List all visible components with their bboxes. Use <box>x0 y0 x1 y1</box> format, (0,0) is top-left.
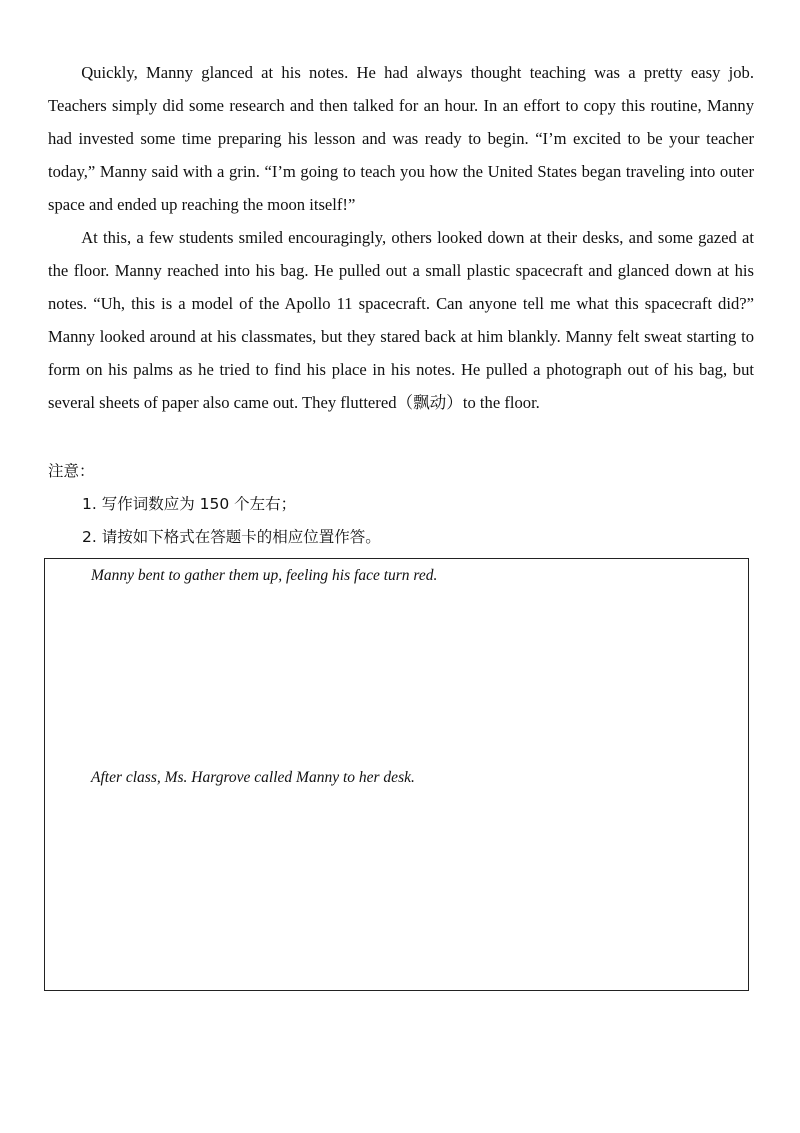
continuation-prompt-1: Manny bent to gather them up, feeling his face turn red. <box>91 567 438 584</box>
answer-box <box>44 558 749 991</box>
story-passage <box>48 56 754 419</box>
notes-heading: 注意： <box>48 462 95 480</box>
passage-paragraph-2: At this, a few students smiled encouragingly, others looked down at their desks, and some gazed at the floor. Manny reached into his bag. He pulled out a small plastic spacecraft and glanced down at his notes. “Uh, this is a model of the Apollo 11 spacecraft. Can anyone tell me what this spacecraft did?” Manny looked around at his classmates, but they stared back at him blankly. Manny felt sweat starting to form on his palms as he tried to find his place in his notes. He pulled a photograph out of his bag, but several sheets of paper also came out. They fluttered（飘动）to the floor. <box>48 228 754 412</box>
passage-paragraph-1: Quickly, Manny glanced at his notes. He had always thought teaching was a pretty easy job. Teachers simply did some research and then talked for an hour. In an effort to copy this routine, Manny had invested some time preparing his lesson and was ready to begin. “I’m excited to be your teacher today,” Manny said with a grin. “I’m going to teach you how the United States began traveling into outer space and ended up reaching the moon itself!” <box>48 63 754 214</box>
note-item-word-count: 1. 写作词数应为 150 个左右； <box>82 495 297 513</box>
instructions-notes <box>48 455 754 554</box>
continuation-prompt-2: After class, Ms. Hargrove called Manny to her desk. <box>91 769 415 786</box>
note-item-format: 2. 请按如下格式在答题卡的相应位置作答。 <box>82 528 381 546</box>
